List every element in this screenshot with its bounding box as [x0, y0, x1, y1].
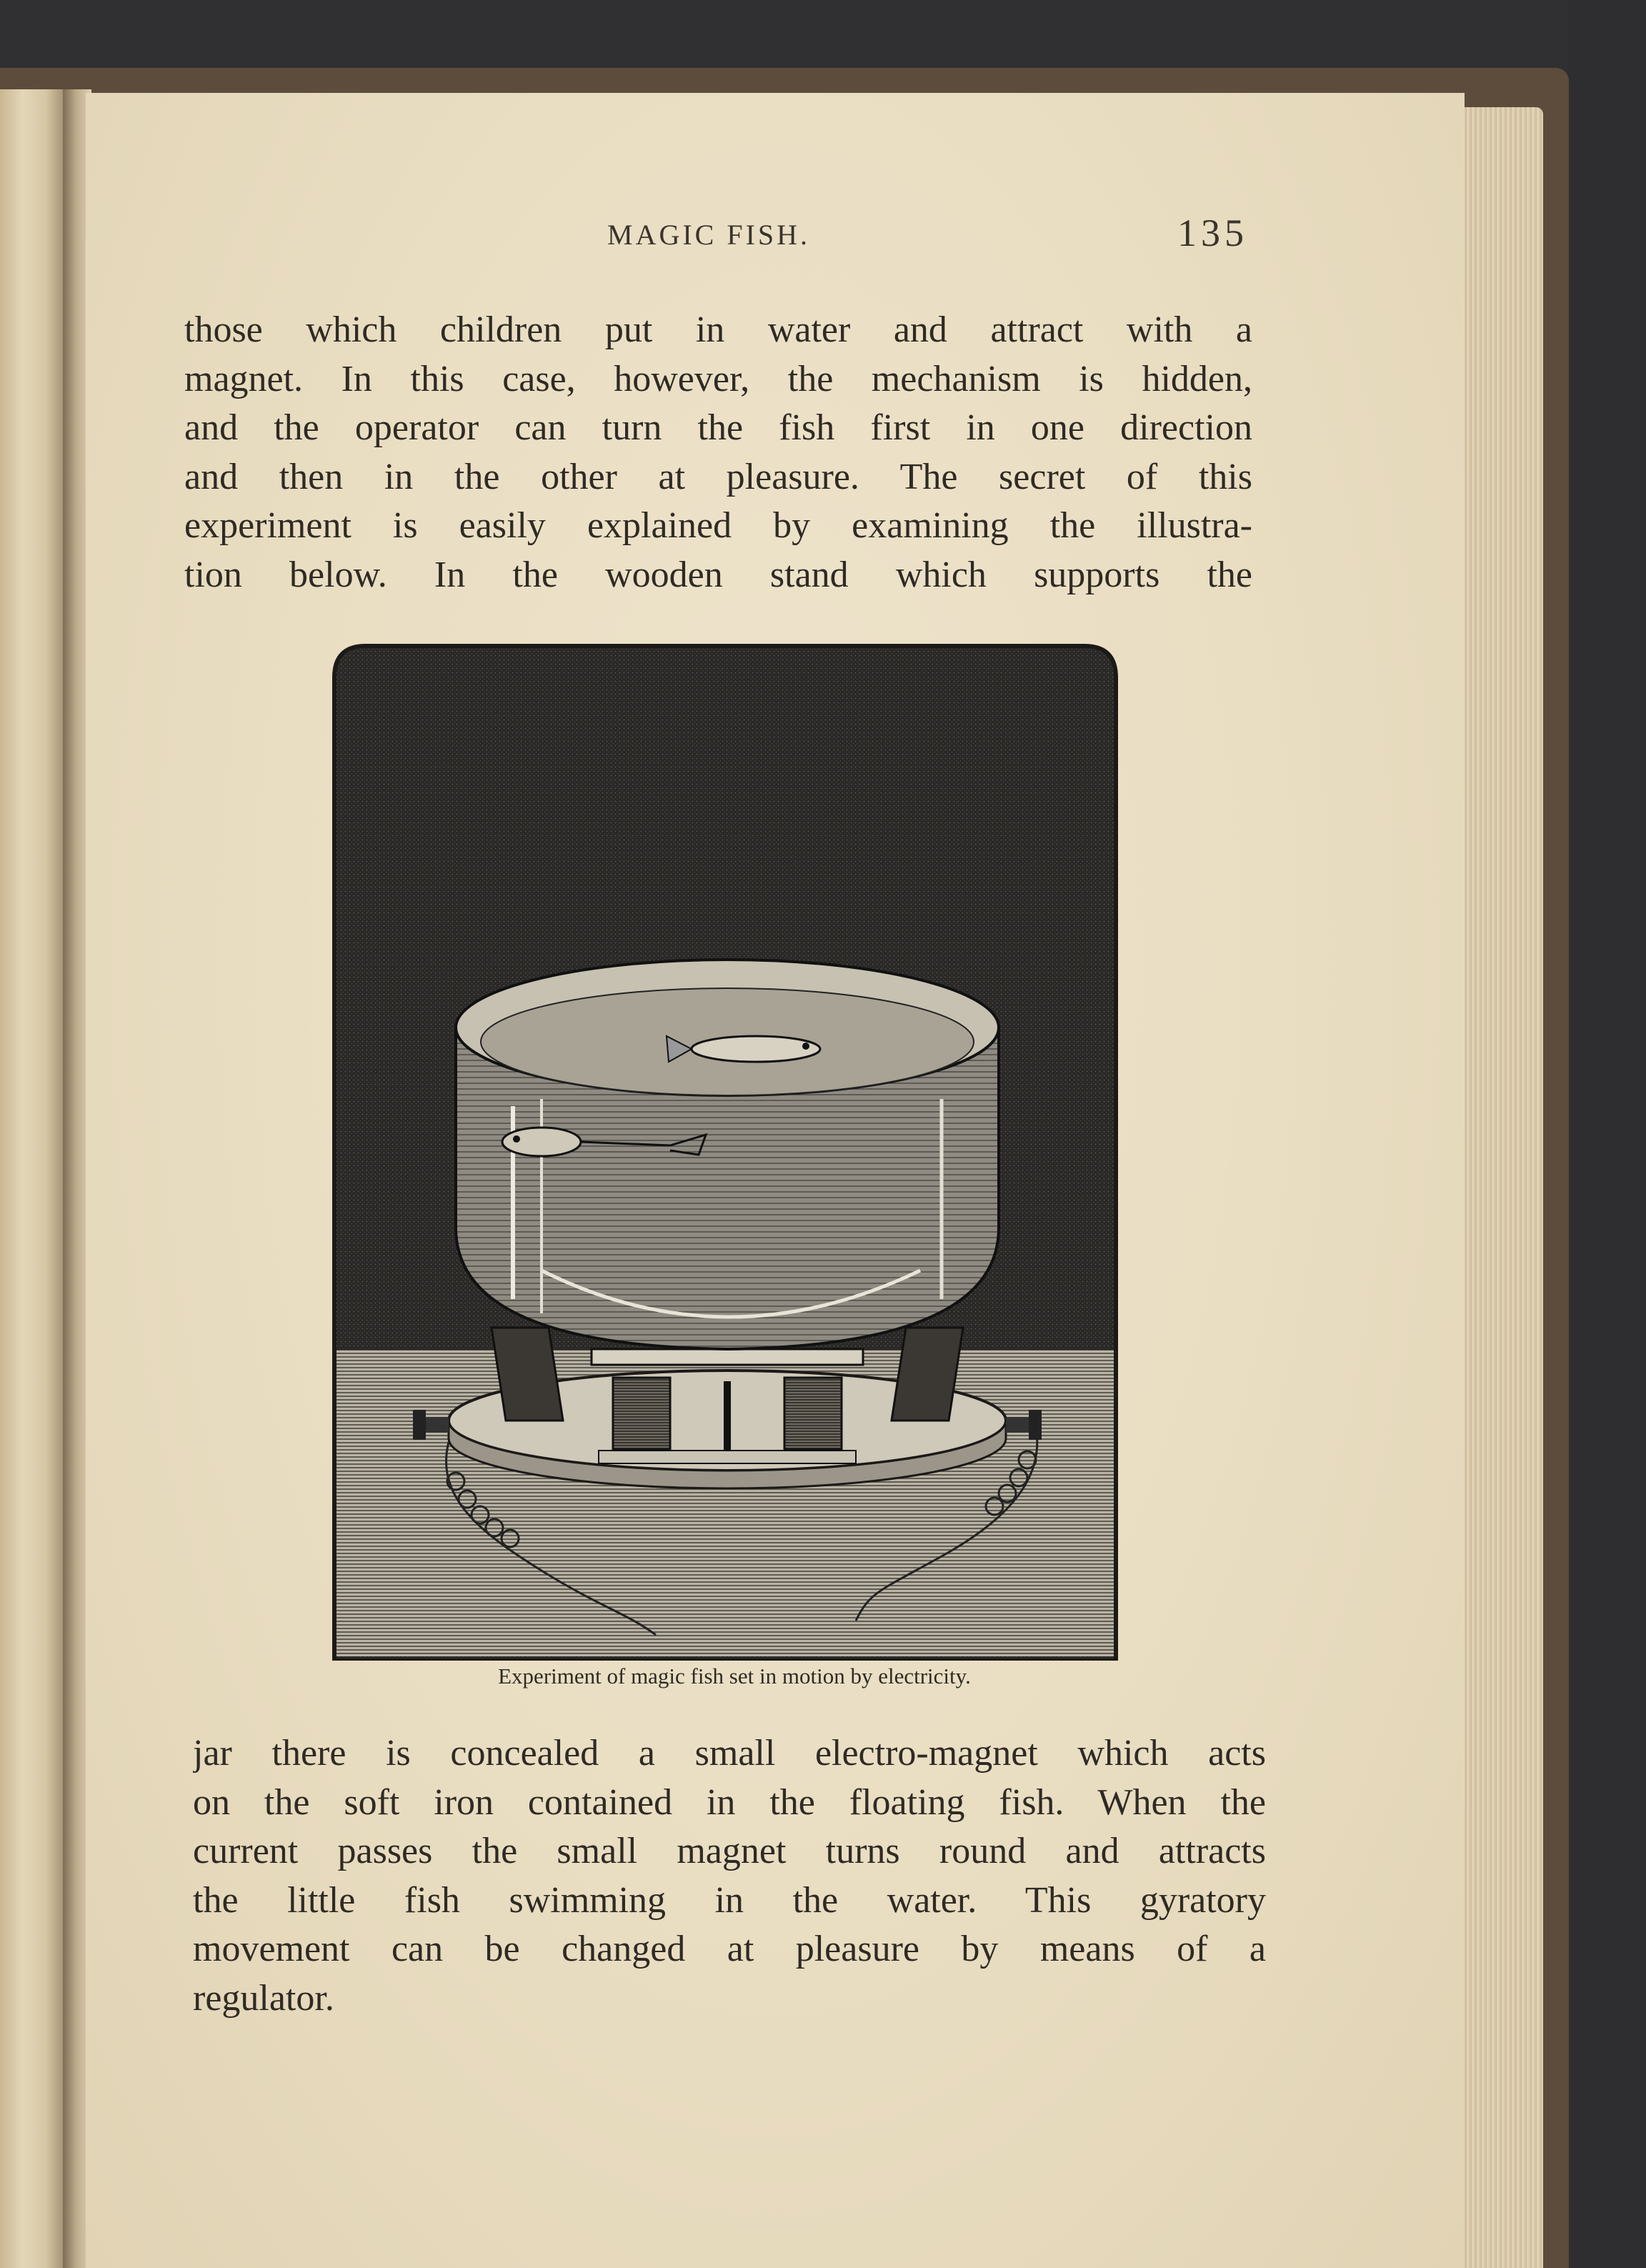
text-line: and then in the other at pleasure. The secret of this	[184, 456, 1252, 497]
text-line: current passes the small magnet turns round and attracts	[193, 1831, 1266, 1871]
page-edges	[1457, 107, 1543, 2268]
paragraph-top	[184, 306, 1252, 600]
text-line: the little fish swimming in the water. This gyratory	[193, 1879, 1266, 1921]
text-line: jar there is concealed a small electro-magnet which acts	[193, 1733, 1266, 1774]
left-page	[0, 89, 66, 2268]
paragraph-bottom	[193, 1729, 1266, 2023]
text-line: experiment is easily explained by examining the illustra-	[184, 505, 1252, 546]
figure-caption: Experiment of magic fish set in motion by electricity.	[498, 1663, 971, 1688]
text-line: and the operator can turn the fish first in one direction	[184, 407, 1252, 448]
page-number: 135	[1177, 212, 1248, 254]
engraving-illustration	[327, 642, 1126, 1661]
running-title: MAGIC FISH.	[607, 219, 811, 251]
text-line: regulator.	[193, 1977, 334, 2019]
text-line: magnet. In this case, however, the mechanism is hidden,	[184, 358, 1252, 399]
engraving-figure	[327, 642, 1126, 1661]
text-line: tion below. In the wooden stand which supports the	[184, 554, 1252, 595]
text-line: those which children put in water and attract with a	[184, 309, 1252, 350]
text-line: on the soft iron contained in the floating fish. When the	[193, 1781, 1266, 1823]
scanner-backdrop-right	[1567, 0, 1646, 2268]
text-line: movement can be changed at pleasure by means of a	[193, 1929, 1266, 1969]
